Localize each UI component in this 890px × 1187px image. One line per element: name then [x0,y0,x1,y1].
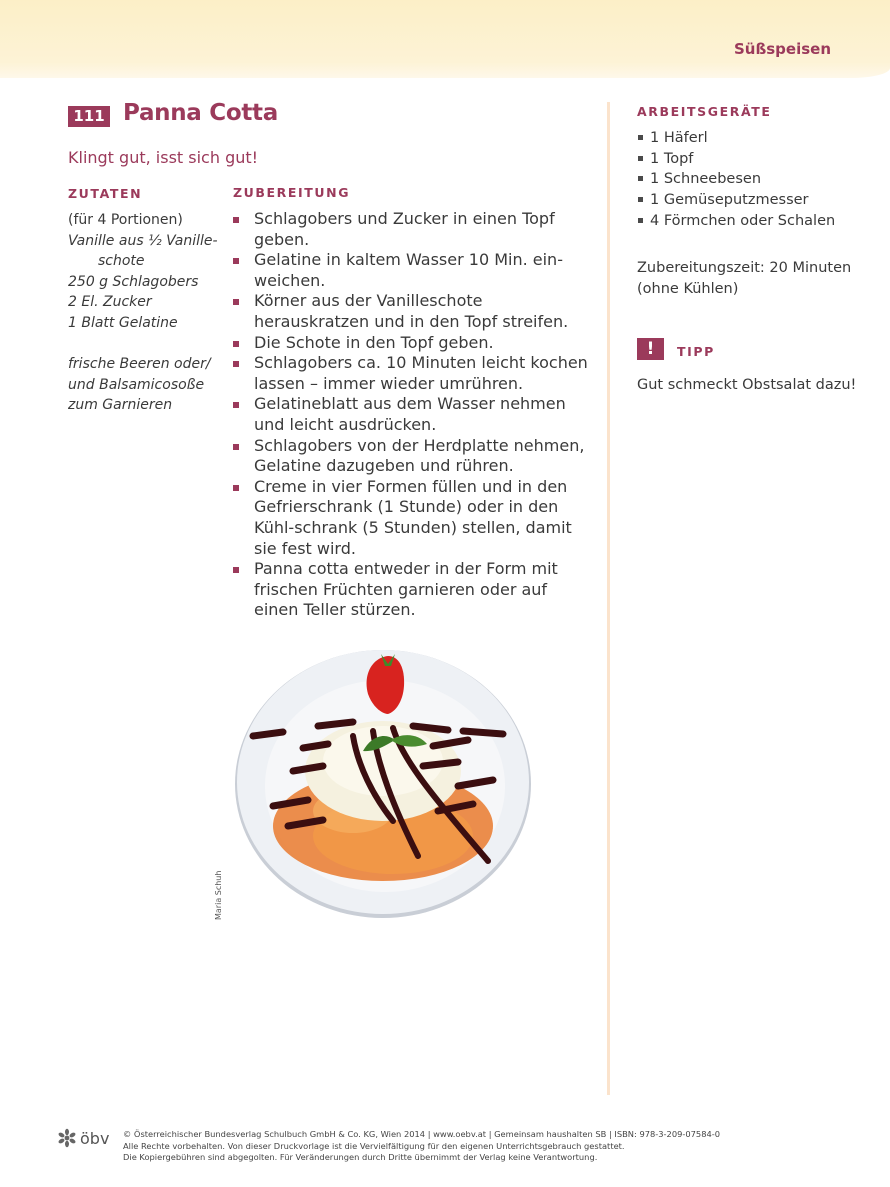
tip-text: Gut schmeckt Obstsalat dazu! [637,377,857,393]
section-label: Süßspeisen [733,40,831,58]
step-item: Gelatineblatt aus dem Wasser nehmen und leicht ausdrücken. [233,394,593,435]
exclamation-icon: ! [637,338,664,360]
step-item: Gelatine in kaltem Wasser 10 Min. ein-weichen. [233,250,593,291]
garnish-line: frische Beeren oder/ [68,356,211,373]
step-item: Schlagobers ca. 10 Minuten leicht kochen lassen – immer wieder umrühren. [233,353,593,394]
footer-line: © Österreichischer Bundesverlag Schulbuch GmbH & Co. KG, Wien 2014 | www.oebv.at | Gemeinsam haushalten SB | ISBN: 978-3-209-07584-0 [123,1129,721,1139]
ingredient-line: schote [98,253,145,270]
tool-item: 4 Förmchen oder Schalen [637,211,867,232]
step-item: Schlagobers von der Herdplatte nehmen, Gelatine dazugeben und rühren. [233,436,593,477]
publisher-logo [57,1128,115,1148]
oebv-star-icon [57,1128,77,1148]
step-item: Panna cotta entweder in der Form mit frischen Früchten garnieren oder auf einen Teller stürzen. [233,559,593,621]
photo-credit: Maria Schuh [214,870,223,920]
dessert-plate-illustration [233,636,531,920]
publisher-brand: öbv [80,1128,110,1148]
ingredient-line: 2 El. Zucker [68,294,152,311]
recipe-title: Panna Cotta [123,100,278,126]
preparation-time: Zubereitungszeit: 20 Minuten (ohne Kühlen) [637,260,852,297]
recipe-subtitle: Klingt gut, isst sich gut! [68,148,259,167]
tip-heading: TIPP [677,344,715,359]
tool-item: 1 Topf [637,149,867,170]
recipe-number-badge: 111 [68,106,110,127]
step-item: Creme in vier Formen füllen und in den Gefrierschrank (1 Stunde) oder in den Kühl-schrank (5 Stunden) stellen, damit sie fest wird. [233,477,593,559]
garnish-line: und Balsamicosoße [68,376,205,393]
preparation-steps [233,209,593,621]
preparation-heading: ZUBEREITUNG [233,185,351,200]
tools-heading: ARBEITSGERÄTE [637,104,772,119]
step-item: Körner aus der Vanilleschote herauskratzen und in den Topf streifen. [233,291,593,332]
tools-list [637,128,867,232]
copyright-footer [123,1129,863,1164]
ingredients-heading: ZUTATEN [68,186,143,201]
footer-line: Die Kopiergebühren sind abgegolten. Für Veränderungen durch Dritte übernimmt der Verlag keine Verantwortung. [123,1152,598,1162]
tool-item: 1 Gemüseputzmesser [637,190,867,211]
ingredient-spacer [68,334,228,355]
garnish-line: zum Garnieren [68,397,173,414]
panna-cotta-photo [233,636,531,920]
step-item: Schlagobers und Zucker in einen Topf geben. [233,209,593,250]
tool-item: 1 Häferl [637,128,867,149]
ingredients-list [68,210,228,416]
tool-item: 1 Schneebesen [637,169,867,190]
footer-line: Alle Rechte vorbehalten. Von dieser Druckvorlage ist die Vervielfältigung für den eigenen Unterrichtsgebrauch gestattet. [123,1140,625,1151]
ingredient-line: 1 Blatt Gelatine [68,314,178,331]
header-band [0,0,890,78]
ingredient-line: Vanille aus ½ Vanille- [68,232,218,249]
ingredient-line: 250 g Schlagobers [68,273,199,290]
step-item: Die Schote in den Topf geben. [233,333,593,354]
servings: (für 4 Portionen) [68,212,183,228]
column-divider [607,102,610,1095]
